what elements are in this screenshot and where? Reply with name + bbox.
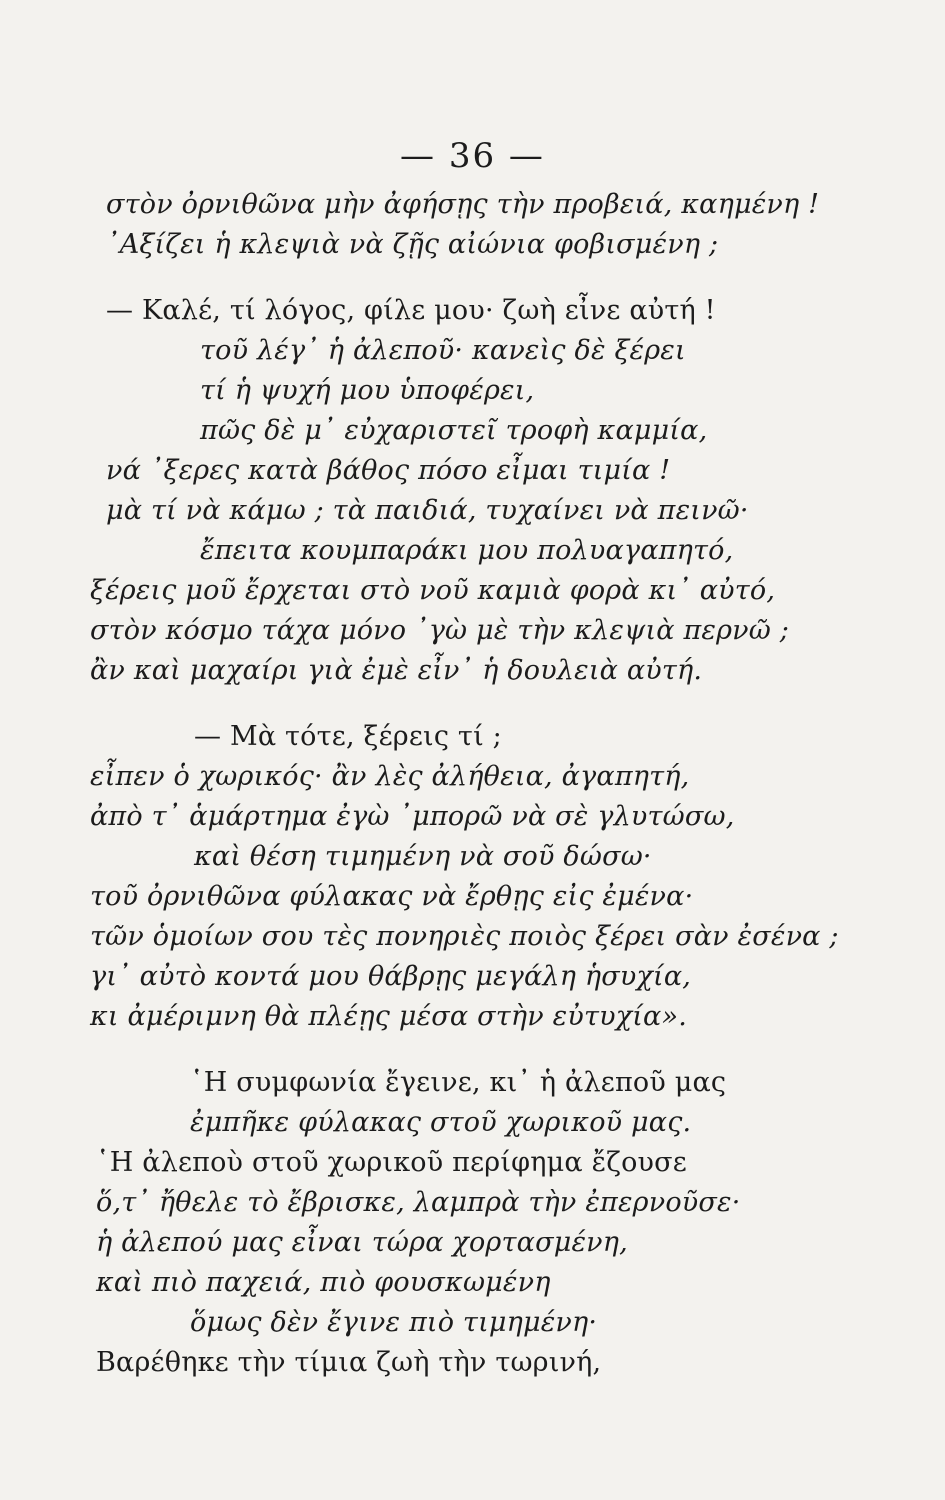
- poem-line: ἔπειτα κουμπαράκι μου πολυαγαπητό,: [200, 535, 734, 566]
- poem-line: νά ᾽ξερες κατὰ βάθος πόσο εἶμαι τιμία !: [106, 455, 671, 486]
- poem-line: ἂν καὶ μαχαίρι γιὰ ἐμὲ εἶν᾽ ἡ δουλειὰ αὐτή.: [90, 655, 703, 686]
- poem-line: τί ἡ ψυχή μου ὑποφέρει,: [200, 375, 535, 406]
- poem-line: ῾Η ἀλεποὺ στοῦ χωρικοῦ περίφημα ἔζουσε: [96, 1147, 687, 1178]
- poem-line: μὰ τί νὰ κάμω ; τὰ παιδιά, τυχαίνει νὰ πεινῶ·: [106, 495, 749, 526]
- poem-line: ᾽Αξίζει ἡ κλεψιὰ νὰ ζῇς αἰώνια φοβισμένη ;: [106, 229, 719, 260]
- poem-line: Βαρέθηκε τὴν τίμια ζωὴ τὴν τωρινή,: [96, 1347, 602, 1378]
- poem-line: τῶν ὁμοίων σου τὲς πονηριὲς ποιὸς ξέρει σὰν ἐσένα ;: [90, 921, 839, 952]
- poem-line: ἡ ἀλεπού μας εἶναι τώρα χορτασμένη,: [96, 1227, 628, 1258]
- poem-line: ἀπὸ τ᾽ ἁμάρτημα ἐγὼ ᾽μπορῶ νὰ σὲ γλυτώσω,: [90, 801, 735, 832]
- poem-line: τοῦ λέγ᾽ ἡ ἀλεποῦ· κανεὶς δὲ ξέρει: [200, 335, 686, 366]
- page-number: — 36 —: [400, 136, 545, 176]
- poem-line: κι ἀμέριμνη θὰ πλέῃς μέσα στὴν εὐτυχία».: [90, 1001, 687, 1032]
- poem-line: ἐμπῆκε φύλακας στοῦ χωρικοῦ μας.: [190, 1107, 692, 1138]
- poem-line: ξέρεις μοῦ ἔρχεται στὸ νοῦ καμιὰ φορὰ κι᾽ αὐτό,: [90, 575, 776, 606]
- poem-line: στὸν κόσμο τάχα μόνο ᾽γὼ μὲ τὴν κλεψιὰ περνῶ ;: [90, 615, 790, 646]
- poem-line: ῾Η συμφωνία ἔγεινε, κι᾽ ἡ ἀλεποῦ μας: [190, 1067, 727, 1098]
- poem-line: ὅ,τ᾽ ἤθελε τὸ ἔβρισκε, λαμπρὰ τὴν ἐπερνοῦσε·: [96, 1187, 741, 1218]
- poem-line: — Καλέ, τί λόγος, φίλε μου· ζωὴ εἶνε αὐτή !: [106, 295, 716, 326]
- poem-line: εἶπεν ὁ χωρικός· ἂν λὲς ἀλήθεια, ἀγαπητή,: [90, 761, 690, 792]
- poem-line: στὸν ὀρνιθῶνα μὴν ἀφήσῃς τὴν προβειά, καημένη !: [106, 189, 820, 220]
- poem-line: ὅμως δὲν ἔγινε πιὸ τιμημένη·: [190, 1307, 598, 1338]
- poem-line: — Μὰ τότε, ξέρεις τί ;: [194, 721, 502, 752]
- poem-line: γι᾽ αὐτὸ κοντά μου θάβρῃς μεγάλη ἡσυχία,: [90, 961, 692, 992]
- poem-line: πῶς δὲ μ᾽ εὐχαριστεῖ τροφὴ καμμία,: [200, 415, 708, 446]
- poem-line: τοῦ ὀρνιθῶνα φύλακας νὰ ἔρθῃς εἰς ἐμένα·: [90, 881, 694, 912]
- poem-line: καὶ θέση τιμημένη νὰ σοῦ δώσω·: [194, 841, 652, 872]
- poem-line: καὶ πιὸ παχειά, πιὸ φουσκωμένη: [96, 1267, 551, 1298]
